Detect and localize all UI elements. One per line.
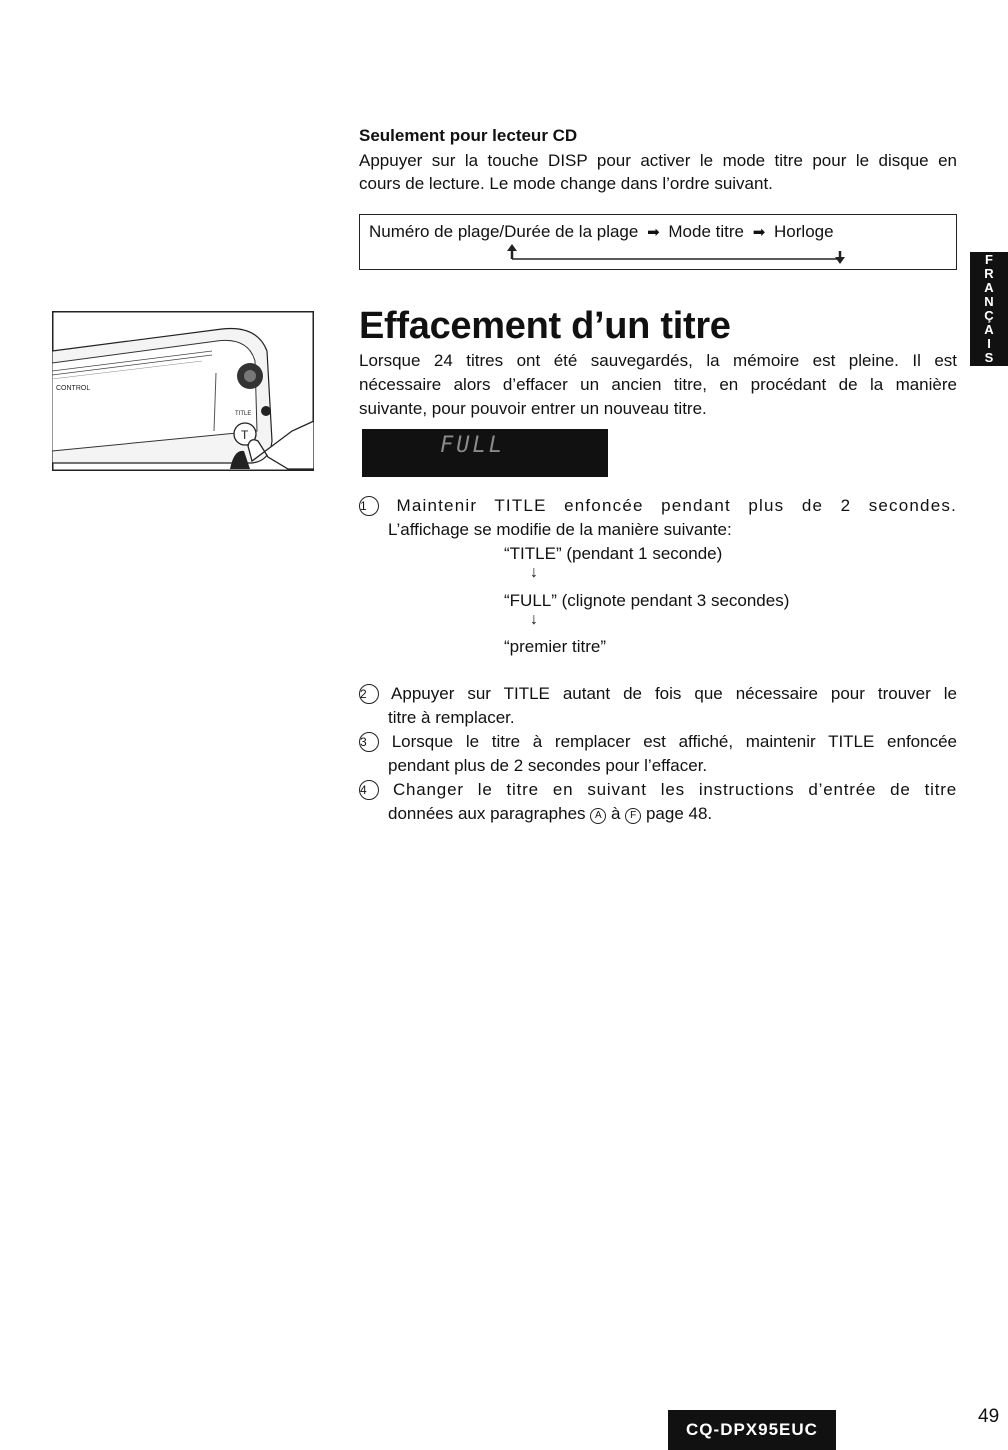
step-4-text: Changer le titre en suivant les instructions d’entrée de titre xyxy=(392,780,957,799)
step-4 xyxy=(359,778,957,801)
language-tab-letter: A xyxy=(984,322,994,337)
title-button-label: TITLE xyxy=(235,411,252,417)
language-tab-letter: N xyxy=(984,294,994,309)
language-tab-letter: A xyxy=(984,280,994,295)
intro-text-line3: suivante, pour pouvoir entrer un nouveau titre. xyxy=(359,399,707,418)
step-3 xyxy=(359,730,957,753)
language-tab-letter: I xyxy=(987,336,991,351)
flow-step-full: “FULL” (clignote pendant 3 secondes) xyxy=(504,591,790,610)
language-tab-letter: F xyxy=(985,252,993,267)
language-tab-letter: R xyxy=(984,266,994,281)
down-arrow-icon: ↓ xyxy=(530,611,538,628)
language-tab-letter: Ç xyxy=(984,308,994,323)
step-3-text: Lorsque le titre à remplacer est affiché, maintenir TITLE enfoncée xyxy=(391,732,957,751)
paragraph-ref-badge: F xyxy=(625,808,641,824)
cd-section-text-line2: cours de lecture. Le mode change dans l’ordre suivant. xyxy=(359,174,773,193)
step-3-text-line2: pendant plus de 2 secondes pour l’effacer. xyxy=(388,756,708,775)
down-arrow-icon: ↓ xyxy=(530,564,538,581)
step-4-text-part: page 48. xyxy=(645,804,713,823)
step-1 xyxy=(359,494,957,517)
sequence-item-track: Numéro de plage/Durée de la plage xyxy=(369,222,639,241)
step-2-text: Appuyer sur TITLE autant de fois que nécessaire pour trouver le xyxy=(391,684,957,703)
page-number: 49 xyxy=(978,1406,1000,1427)
step-4-text-line2 xyxy=(388,802,712,825)
step-4-text-part: à xyxy=(611,804,621,823)
title-button-letter: T xyxy=(241,428,249,442)
language-tab-letter: S xyxy=(984,350,994,365)
lcd-display xyxy=(362,429,608,477)
sequence-item-clock: Horloge xyxy=(774,222,834,241)
step-4-text-part: données aux paragraphes xyxy=(388,804,586,823)
loop-arrow-icon xyxy=(360,215,958,271)
step-number-badge: 3 xyxy=(359,732,379,752)
step-2 xyxy=(359,682,957,705)
flow-step-first-title: “premier titre” xyxy=(504,637,607,656)
control-label: CONTROL xyxy=(56,385,91,392)
flow-step-title: “TITLE” (pendant 1 seconde) xyxy=(504,544,723,563)
cd-section-heading: Seulement pour lecteur CD xyxy=(359,126,578,145)
step-number-badge: 2 xyxy=(359,684,379,704)
step-number-badge: 4 xyxy=(359,780,379,800)
paragraph-ref-badge: A xyxy=(590,808,606,824)
sequence-item-title-mode: Mode titre xyxy=(668,222,744,241)
display-mode-sequence-box xyxy=(359,214,957,270)
right-arrow-icon: ➡ xyxy=(647,224,660,241)
device-illustration xyxy=(52,311,314,471)
intro-text-line2: nécessaire alors d’effacer un ancien titre, en procédant de la manière xyxy=(359,375,957,394)
step-number-badge: 1 xyxy=(359,496,379,516)
right-arrow-icon: ➡ xyxy=(752,224,766,241)
step-1-text: Maintenir TITLE enfoncée pendant plus de 2 secondes. xyxy=(396,496,957,515)
cd-section-text-line1: Appuyer sur la touche DISP pour activer le mode titre pour le disque en xyxy=(359,151,957,170)
step-2-text-line2: titre à remplacer. xyxy=(388,708,515,727)
model-badge: CQ-DPX95EUC xyxy=(668,1410,836,1450)
page-title: Effacement d’un titre xyxy=(359,305,731,347)
intro-text-line1: Lorsque 24 titres ont été sauvegardés, la mémoire est pleine. Il est xyxy=(359,351,957,370)
language-tab xyxy=(970,252,1008,366)
step-1-text-line2: L’affichage se modifie de la manière suivante: xyxy=(388,520,732,539)
lcd-display-text: FULL xyxy=(440,433,505,458)
